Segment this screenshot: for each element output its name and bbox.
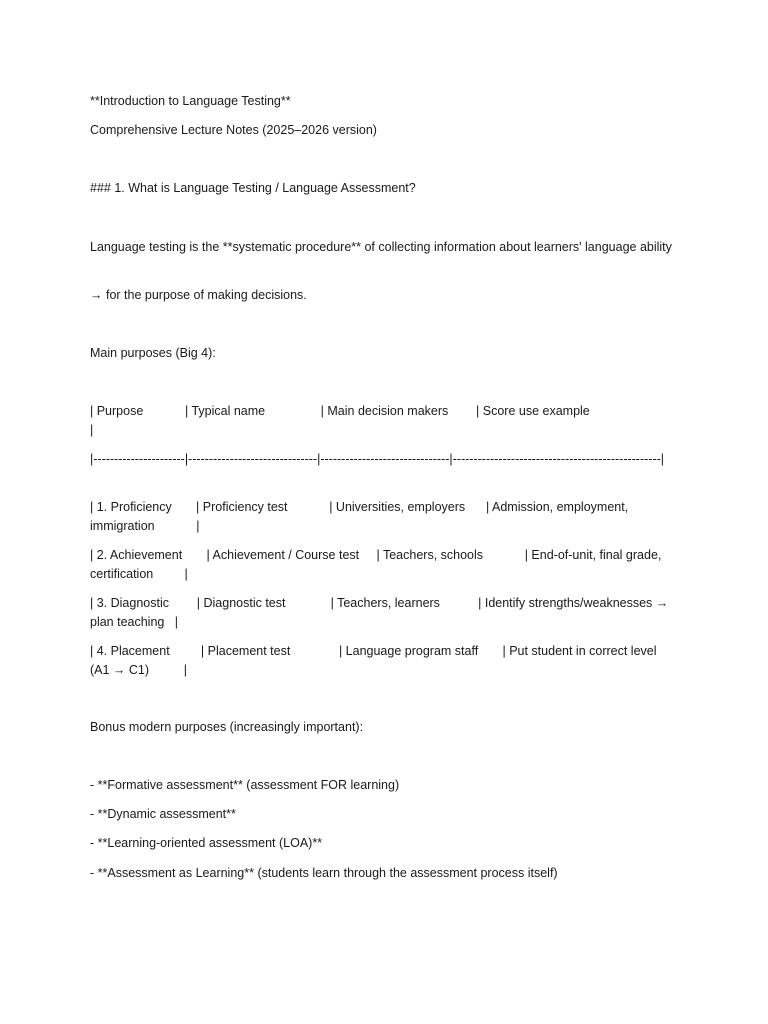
definition-paragraph: Language testing is the **systematic procedure** of collecting information about learners' language ability	[90, 240, 672, 254]
list-item: - **Learning-oriented assessment (LOA)**	[90, 836, 323, 850]
table-row: | 2. Achievement | Achievement / Course test | Teachers, schools | End-of-unit, final grade, certification |	[90, 548, 665, 581]
table-separator-row: |----------------------|-------------------------------|-------------------------------|--------------------------------------------------|	[90, 452, 665, 466]
section-heading: ### 1. What is Language Testing / Language Assessment?	[90, 181, 416, 195]
table-row: | 1. Proficiency | Proficiency test | Universities, employers | Admission, employment, immigration |	[90, 500, 632, 533]
list-item: - **Dynamic assessment**	[90, 807, 236, 821]
table-row: | 3. Diagnostic | Diagnostic test | Teachers, learners | Identify strengths/weaknesses → plan teaching |	[90, 596, 672, 629]
table-row: | 4. Placement | Placement test | Language program staff | Put student in correct level (A1 → C1) |	[90, 644, 660, 677]
document-subtitle: Comprehensive Lecture Notes (2025–2026 version)	[90, 123, 377, 137]
bonus-heading: Bonus modern purposes (increasingly important):	[90, 720, 364, 734]
list-item: - **Assessment as Learning** (students learn through the assessment process itself)	[90, 866, 558, 880]
purposes-heading: Main purposes (Big 4):	[90, 346, 216, 360]
list-item: - **Formative assessment** (assessment FOR learning)	[90, 778, 400, 792]
document-title: **Introduction to Language Testing**	[90, 94, 291, 108]
definition-purpose-line: → for the purpose of making decisions.	[90, 288, 307, 302]
table-header-row: | Purpose | Typical name | Main decision makers | Score use example |	[90, 404, 708, 437]
